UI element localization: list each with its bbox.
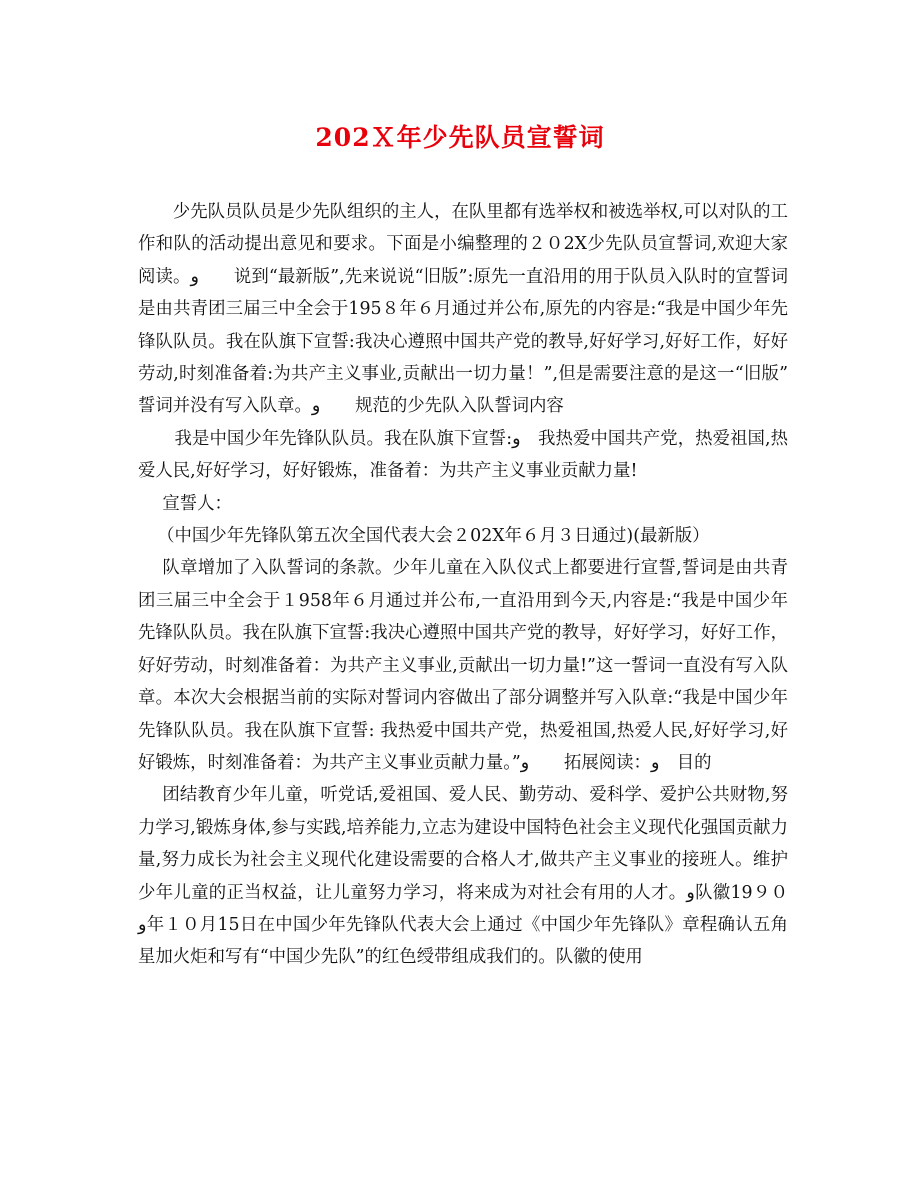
document-title: 202Ｘ年少先队员宣誓词: [315, 123, 605, 152]
document-body: [138, 196, 806, 974]
paragraph-oath-taker: 宣誓人：: [162, 493, 232, 514]
paragraph-purpose: 团结教育少年儿童，听党话,爱祖国、爱人民、勤劳动、爱科学、爱护公共财物,努力学习,锻炼身体,参与实践,培养能力,立志为建设中国特色社会主义现代化强国贡献力量,努力成长为社会主义现代化建设需要的合格人才,做共产主义事业的接班人。维护少年儿童的正当权益，让儿童努力学习，将来成为对社会有用的人才。﻿و﻿队徽19９０ ﻿و﻿年１０月15日在中国少年先锋队代表大会上通过《中国少年先锋队》章程确认五角星加火炬和写有“中国少先队”的红色绶带组成我们的。队徽的使用: [138, 785, 806, 968]
paragraph-charter-change: 队章增加了入队誓词的条款。少年儿童在入队仪式上都要进行宣誓,誓词是由共青团三届三中全会于１958年６月通过并公布,一直沿用到今天,内容是:“我是中国少年先锋队队员。我在队旗下宣誓:我决心遵照中国共产党的教导，好好学习，好好工作，好好劳动，时刻准备着：为共产主义事业,贡献出一切力量!”这一誓词一直没有写入队章。本次大会根据当前的实际对誓词内容做出了部分调整并写入队章:“我是中国少年先锋队队员。我在队旗下宣誓: 我热爱中国共产党，热爱祖国,热爱人民,好好学习,好好锻炼，时刻准备着：为共产主义事业贡献力量。”﻿و﻿ 拓展阅读：﻿و﻿ 目的: [138, 558, 788, 773]
paragraph-source-note: （中国少年先锋队第五次全国代表大会２02X年６月３日通过)(最新版）: [157, 526, 710, 547]
paragraph-intro: 少先队员队员是少先队组织的主人，在队里都有选举权和被选举权,可以对队的工作和队的活动提出意见和要求。下面是小编整理的２０2X少先队员宣誓词,欢迎大家阅读。﻿و﻿ 说到“最新版”,先来说说“旧版”:原先一直沿用的用于队员入队时的宣誓词是由共青团三届三中全会于195８年６月通过并公布,原先的内容是:“我是中国少年先锋队队员。我在队旗下宣誓:我决心遵照中国共产党的教导,好好学习,好好工作，好好劳动,时刻准备着:为共产主义事业,贡献出一切力量！”,但是需要注意的是这一“旧版”誓词并没有写入队章。﻿و﻿ 规范的少先队入队誓词内容: [138, 202, 788, 417]
paragraph-oath: 我是中国少年先锋队队员。我在队旗下宣誓:﻿و﻿ 我热爱中国共产党，热爱祖国,热爱人民,好好学习，好好锻炼，准备着：为共产主义事业贡献力量!: [138, 428, 788, 482]
